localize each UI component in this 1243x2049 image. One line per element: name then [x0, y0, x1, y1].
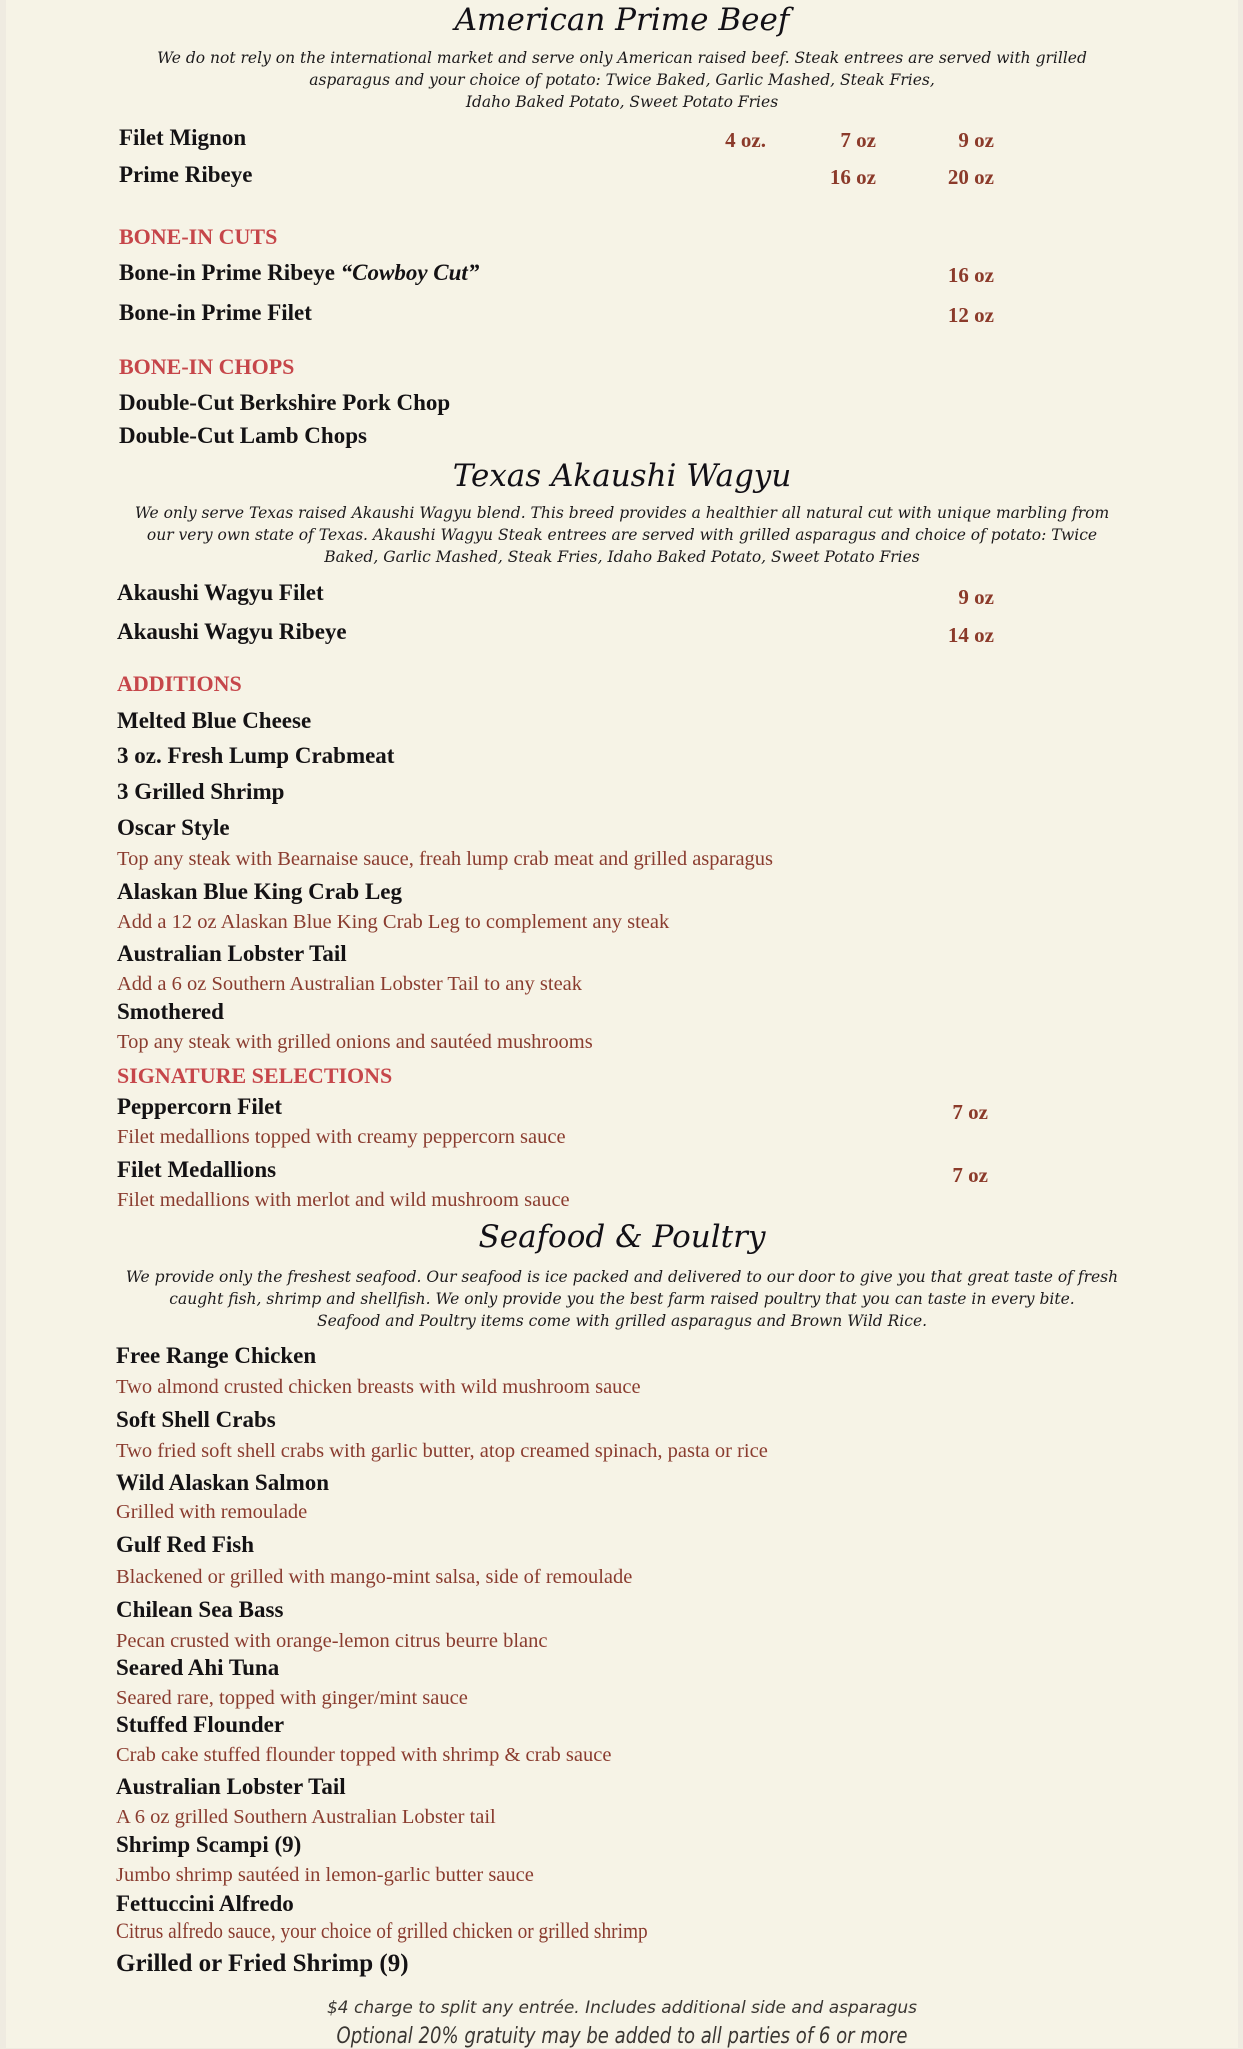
section-title-american-prime-beef: American Prime Beef: [454, 2, 790, 38]
section-title-seafood-and-poultry: Seafood & Poultry: [478, 1219, 766, 1255]
section-heading-signature-selections: SIGNATURE SELECTIONS: [117, 1063, 393, 1088]
item-name: Bone-in Prime Ribeye: [119, 260, 335, 285]
item-peppercorn-filet: Peppercorn Filet: [117, 1094, 282, 1119]
item-lamb-chops: Double-Cut Lamb Chops: [119, 423, 367, 448]
item-akaushi-wagyu-ribeye: Akaushi Wagyu Ribeye: [117, 619, 347, 644]
item-prime-ribeye: Prime Ribeye: [119, 162, 253, 187]
item-description: Grilled with remoulade: [116, 1501, 308, 1523]
item-crabmeat: 3 oz. Fresh Lump Crabmeat: [117, 743, 395, 768]
size-label: 16 oz: [829, 165, 876, 189]
item-shrimp-scampi: Shrimp Scampi (9): [116, 1832, 302, 1857]
item-soft-shell-crabs: Soft Shell Crabs: [116, 1407, 276, 1432]
item-description: Add a 12 oz Alaskan Blue King Crab Leg to complement any steak: [117, 911, 670, 933]
item-melted-blue-cheese: Melted Blue Cheese: [117, 708, 312, 733]
item-fettuccini-alfredo: Fettuccini Alfredo: [116, 1891, 294, 1916]
intro-line: We do not rely on the international market and serve only American raised beef. Steak entrees are served with grilled: [157, 49, 1087, 67]
beef-intro: [6, 47, 1238, 113]
item-australian-lobster-tail-entree: Australian Lobster Tail: [116, 1774, 346, 1799]
section-heading-bone-in-chops: BONE-IN CHOPS: [119, 354, 295, 379]
seafood-intro: [6, 1266, 1238, 1332]
item-bone-in-prime-ribeye: [119, 260, 479, 286]
item-description: Top any steak with Bearnaise sauce, freah lump crab meat and grilled asparagus: [117, 848, 774, 870]
size-label: 9 oz: [958, 585, 994, 609]
footer-gratuity: Optional 20% gratuity may be added to all parties of 6 or more: [336, 2024, 908, 2049]
size-label: 7 oz: [952, 1100, 988, 1124]
item-description: Two almond crusted chicken breasts with wild mushroom sauce: [116, 1376, 641, 1398]
section-heading-bone-in-cuts: BONE-IN CUTS: [119, 224, 278, 249]
intro-line: caught fish, shrimp and shellfish. We only provide you the best farm raised poultry that you can taste in every bite.: [169, 1290, 1075, 1308]
intro-line: Baked, Garlic Mashed, Steak Fries, Idaho Baked Potato, Sweet Potato Fries: [324, 548, 920, 566]
item-smothered: Smothered: [117, 999, 224, 1024]
item-description: Top any steak with grilled onions and sautéed mushrooms: [117, 1031, 593, 1053]
item-grilled-or-fried-shrimp: Grilled or Fried Shrimp (9): [116, 1950, 409, 1977]
item-chilean-sea-bass: Chilean Sea Bass: [116, 1597, 284, 1622]
item-bone-in-prime-filet: Bone-in Prime Filet: [119, 300, 312, 325]
intro-line: We only serve Texas raised Akaushi Wagyu blend. This breed provides a healthier all natural cut with unique marbling from: [134, 504, 1110, 522]
item-description: Pecan crusted with orange-lemon citrus beurre blanc: [116, 1630, 548, 1652]
size-label: 7 oz: [840, 128, 876, 152]
section-title-texas-akaushi-wagyu: Texas Akaushi Wagyu: [452, 458, 792, 494]
item-seared-ahi-tuna: Seared Ahi Tuna: [116, 1655, 280, 1680]
size-label: 12 oz: [947, 303, 994, 327]
item-stuffed-flounder: Stuffed Flounder: [116, 1712, 285, 1737]
item-description: Filet medallions topped with creamy peppercorn sauce: [117, 1126, 566, 1148]
item-description: Jumbo shrimp sautéed in lemon-garlic butter sauce: [116, 1864, 534, 1886]
item-filet-medallions: Filet Medallions: [117, 1157, 277, 1182]
item-description: A 6 oz grilled Southern Australian Lobster tail: [116, 1806, 496, 1828]
item-description: Seared rare, topped with ginger/mint sauce: [116, 1687, 468, 1709]
item-filet-mignon: Filet Mignon: [119, 125, 247, 150]
item-description: Filet medallions with merlot and wild mushroom sauce: [117, 1189, 570, 1211]
intro-line: We provide only the freshest seafood. Our seafood is ice packed and delivered to our door to give you that great taste of fresh: [125, 1268, 1119, 1286]
intro-line: Seafood and Poultry items come with grilled asparagus and Brown Wild Rice.: [316, 1312, 928, 1330]
item-grilled-shrimp: 3 Grilled Shrimp: [117, 779, 285, 804]
footer-split-charge: $4 charge to split any entrée. Includes additional side and asparagus: [326, 1998, 918, 2018]
intro-line: our very own state of Texas. Akaushi Wagyu Steak entrees are served with grilled asparagus and choice of potato: Twice: [146, 526, 1098, 544]
size-label: 4 oz.: [725, 128, 766, 152]
item-gulf-red-fish: Gulf Red Fish: [116, 1532, 255, 1557]
item-name-nickname: “Cowboy Cut”: [340, 260, 480, 285]
section-heading-additions: ADDITIONS: [117, 671, 242, 696]
size-label: 16 oz: [947, 263, 994, 287]
item-description: Blackened or grilled with mango-mint salsa, side of remoulade: [116, 1566, 633, 1588]
item-akaushi-wagyu-filet: Akaushi Wagyu Filet: [117, 580, 324, 605]
item-description: Crab cake stuffed flounder topped with shrimp & crab sauce: [116, 1744, 612, 1766]
size-label: 7 oz: [952, 1163, 988, 1187]
item-free-range-chicken: Free Range Chicken: [116, 1343, 317, 1368]
item-description: Add a 6 oz Southern Australian Lobster Tail to any steak: [117, 973, 583, 995]
size-label: 20 oz: [947, 165, 994, 189]
item-australian-lobster-tail: Australian Lobster Tail: [117, 941, 347, 966]
intro-line: Idaho Baked Potato, Sweet Potato Fries: [465, 93, 779, 111]
item-description: Two fried soft shell crabs with garlic butter, atop creamed spinach, pasta or rice: [116, 1440, 768, 1462]
item-alaskan-blue-king-crab-leg: Alaskan Blue King Crab Leg: [117, 879, 402, 904]
item-wild-alaskan-salmon: Wild Alaskan Salmon: [116, 1470, 330, 1495]
size-label: 9 oz: [958, 128, 994, 152]
item-pork-chop: Double-Cut Berkshire Pork Chop: [119, 390, 451, 415]
size-label: 14 oz: [947, 623, 994, 647]
item-oscar-style: Oscar Style: [117, 815, 230, 840]
wagyu-intro: [6, 502, 1238, 568]
intro-line: asparagus and your choice of potato: Twice Baked, Garlic Mashed, Steak Fries,: [309, 71, 935, 89]
menu-page: [6, 0, 1238, 2048]
item-description: Citrus alfredo sauce, your choice of grilled chicken or grilled shrimp: [116, 1918, 648, 1943]
